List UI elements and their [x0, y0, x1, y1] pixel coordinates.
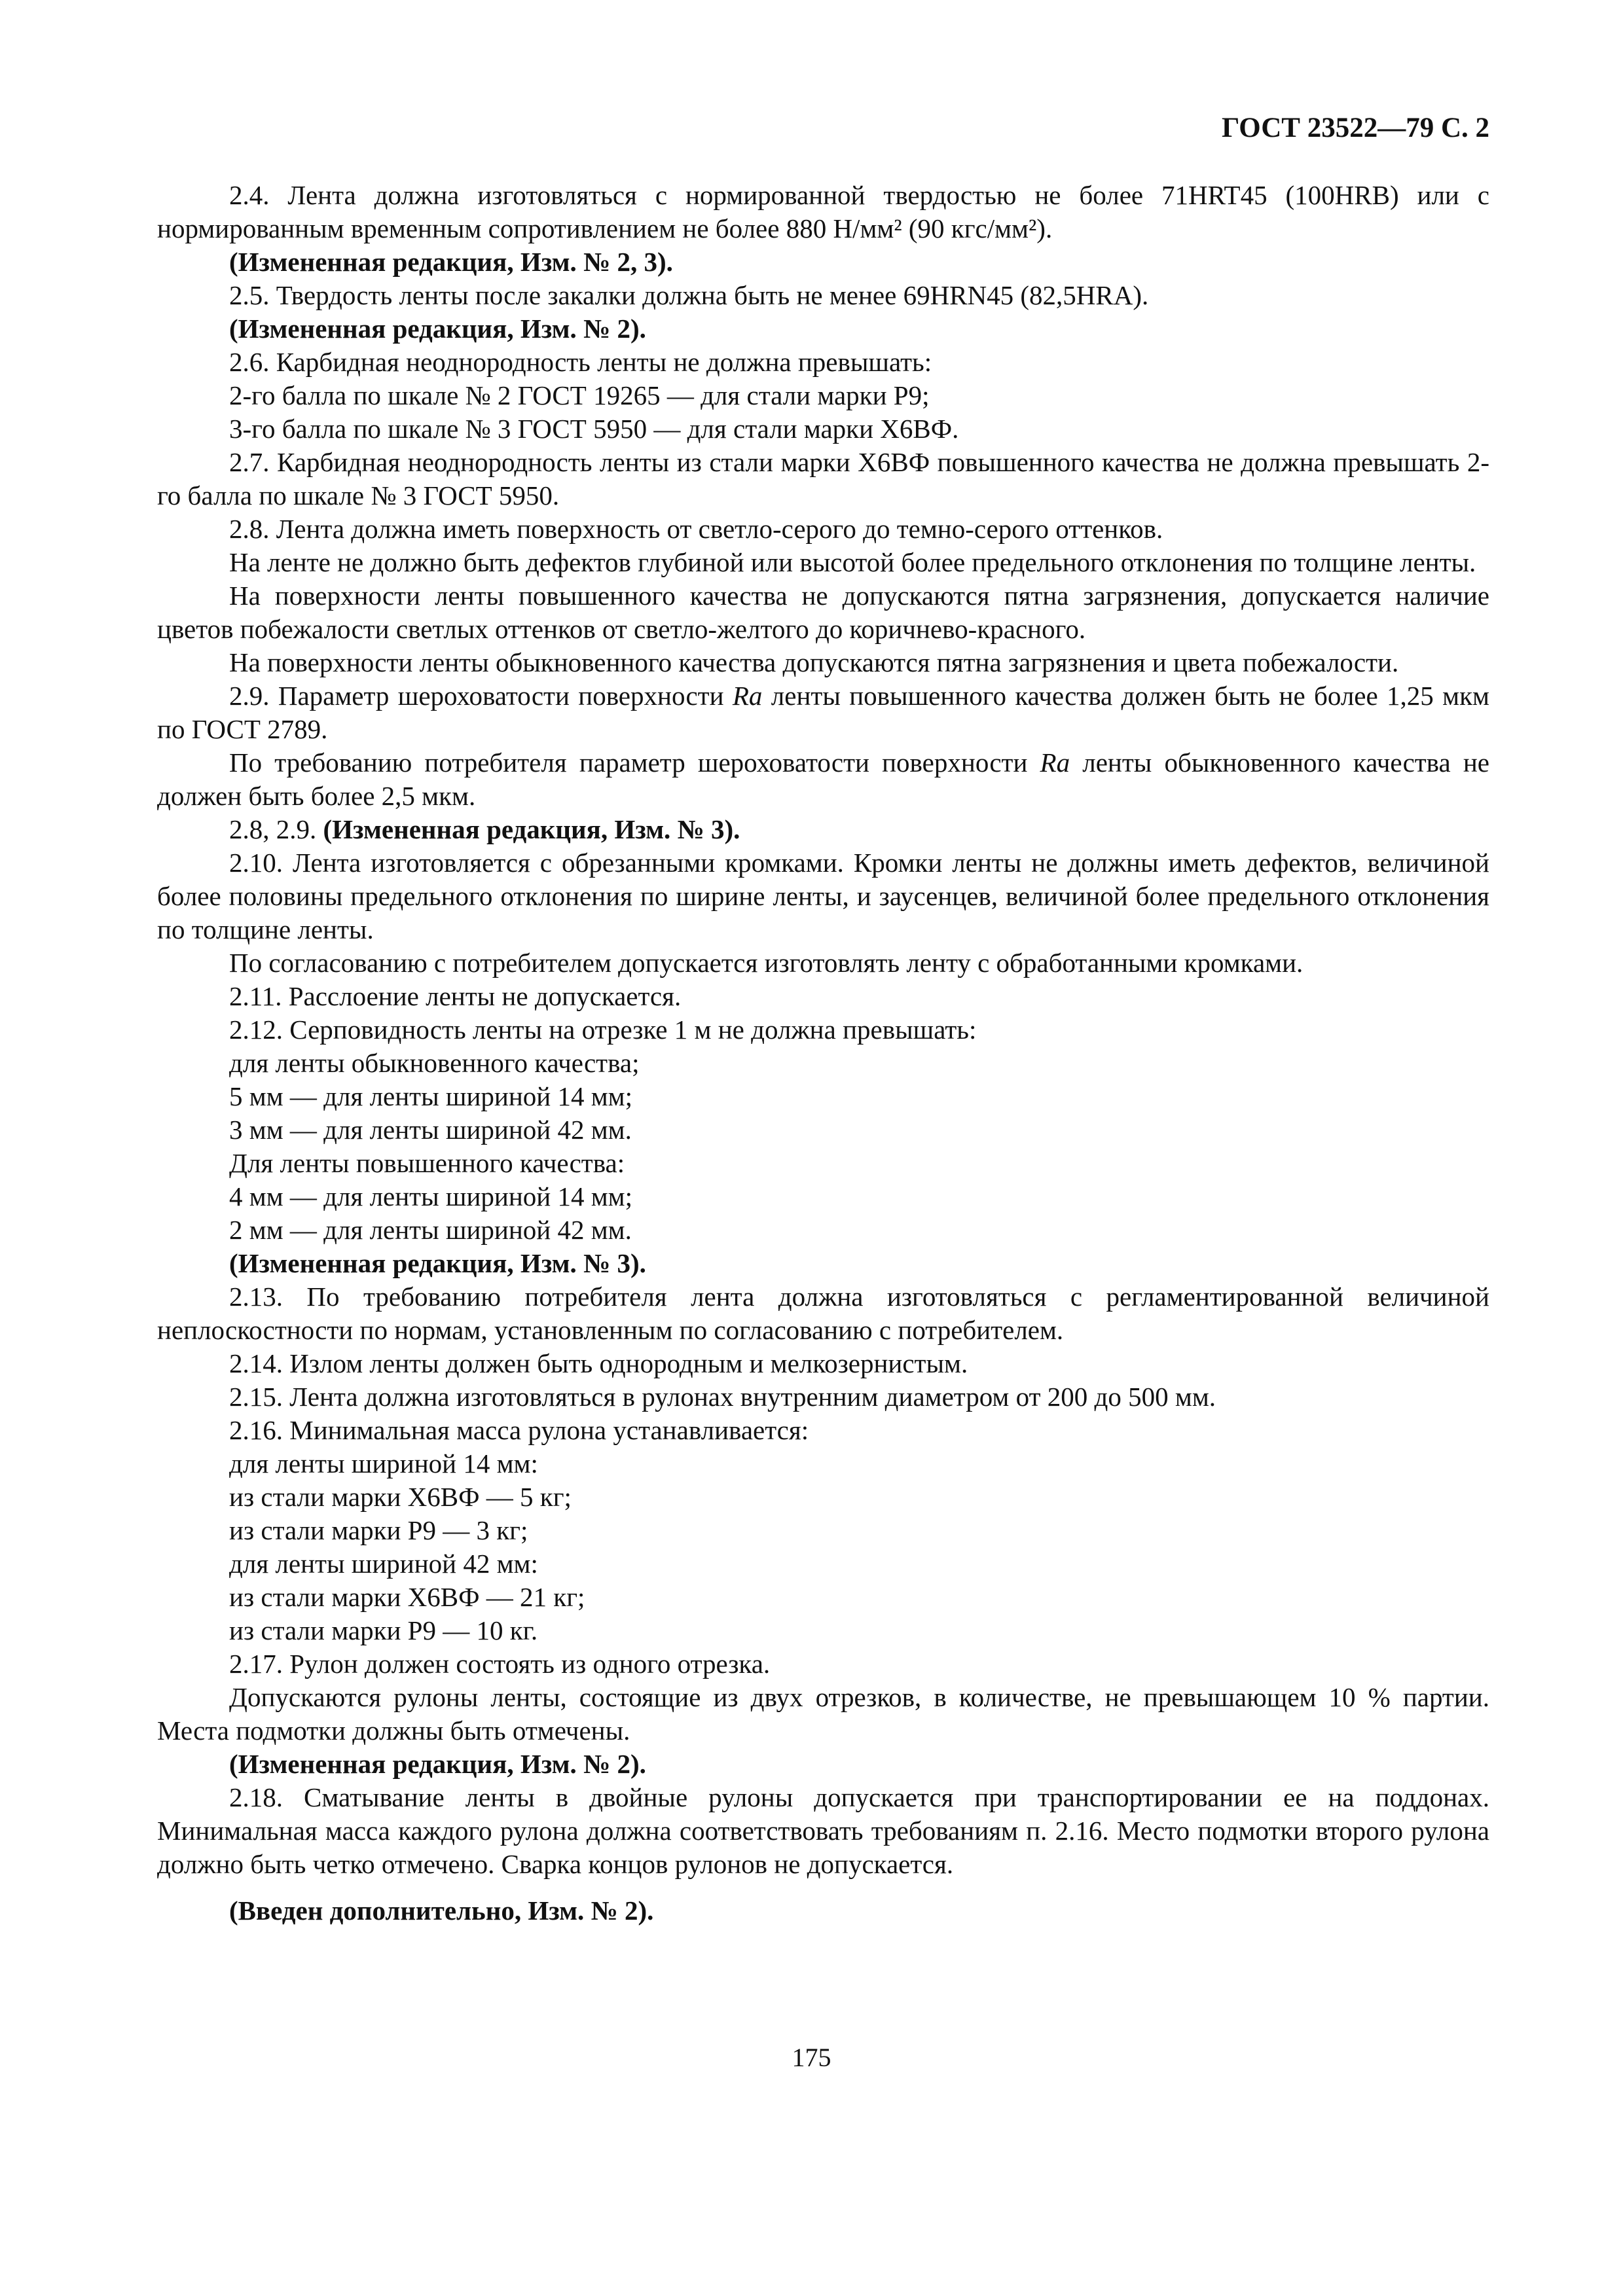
- revision-note: (Измененная редакция, Изм. № 2).: [229, 1749, 646, 1779]
- paragraph: На поверхности ленты обыкновенного качества допускаются пятна загрязнения и цвета побежалости.: [229, 647, 1399, 677]
- paragraph: [157, 746, 1489, 813]
- paragraph: 2.17. Рулон должен состоять из одного отрезка.: [229, 1649, 771, 1679]
- paragraph: 2.10. Лента изготовляется с обрезанными кромками. Кромки ленты не должны иметь дефектов, величиной более половины предельного отклонения по ширине ленты, и заусенцев, величиной более предельного отклонения по толщине ленты.: [157, 848, 1489, 944]
- list-line: 3 мм — для ленты шириной 42 мм.: [229, 1115, 632, 1145]
- list-line: 3-го балла по шкале № 3 ГОСТ 5950 — для стали марки Х6ВФ.: [229, 414, 959, 444]
- text-segment: ленты обыкновенного качества не должен быть более 2,5 мкм.: [157, 747, 1489, 811]
- list-line: Для ленты повышенного качества:: [229, 1148, 625, 1178]
- list-line: из стали марки Р9 — 10 кг.: [229, 1615, 538, 1645]
- paragraph: 2.15. Лента должна изготовляться в рулонах внутренним диаметром от 200 до 500 мм.: [229, 1382, 1216, 1412]
- document-header: ГОСТ 23522—79 С. 2: [1221, 113, 1489, 143]
- paragraph: 2.6. Карбидная неоднородность ленты не должна превышать:: [229, 347, 932, 377]
- paragraph: 2.11. Расслоение ленты не допускается.: [229, 981, 682, 1011]
- paragraph: 2.14. Излом ленты должен быть однородным и мелкозернистым.: [229, 1348, 968, 1378]
- list-line: 4 мм — для ленты шириной 14 мм;: [229, 1181, 633, 1211]
- paragraph: 2.12. Серповидность ленты на отрезке 1 м не должна превышать:: [229, 1014, 977, 1045]
- revision-note: (Измененная редакция, Изм. № 2).: [229, 314, 646, 344]
- paragraph: 2.8. Лента должна иметь поверхность от светло-серого до темно-серого оттенков.: [229, 514, 1163, 544]
- paragraph: 2.4. Лента должна изготовляться с нормированной твердостью не более 71HRT45 (100HRB) или с нормированным временным сопротивлением не более 880 Н/мм² (90 кгс/мм²).: [157, 180, 1489, 243]
- document-page: [157, 111, 1489, 1928]
- paragraph: На ленте не должно быть дефектов глубиной или высотой более предельного отклонения по толщине ленты.: [229, 547, 1476, 577]
- paragraph: 2.5. Твердость ленты после закалки должна быть не менее 69HRN45 (82,5HRA).: [229, 280, 1149, 310]
- symbol-ra: Ra: [732, 681, 763, 711]
- revision-note: (Измененная редакция, Изм. № 2, 3).: [229, 247, 673, 277]
- list-line: 2-го балла по шкале № 2 ГОСТ 19265 — для стали марки Р9;: [229, 380, 930, 410]
- text-segment: По требованию потребителя параметр шероховатости поверхности: [229, 747, 1040, 778]
- revision-note: [157, 813, 1489, 846]
- paragraph: 2.13. По требованию потребителя лента должна изготовляться с регламентированной величиной неплоскостности по нормам, установленным по согласованию с потребителем.: [157, 1282, 1489, 1345]
- paragraph: 2.18. Сматывание ленты в двойные рулоны допускается при транспортировании ее на поддонах. Минимальная масса каждого рулона должна соответствовать требованиям п. 2.16. Место подмотки второго рулона должно быть четко отмечено. Сварка концов рулонов не допускается.: [157, 1782, 1489, 1879]
- list-line: 2 мм — для ленты шириной 42 мм.: [229, 1215, 632, 1245]
- symbol-ra: Ra: [1040, 747, 1070, 778]
- list-line: из стали марки Р9 — 3 кг;: [229, 1515, 528, 1545]
- list-line: из стали марки Х6ВФ — 5 кг;: [229, 1482, 572, 1512]
- text-segment: ленты повышенного качества должен быть не более 1,25 мкм по ГОСТ 2789.: [157, 681, 1489, 744]
- list-line: из стали марки Х6ВФ — 21 кг;: [229, 1582, 585, 1612]
- revision-note: (Измененная редакция, Изм. № 3).: [229, 1248, 646, 1278]
- paragraph: На поверхности ленты повышенного качества не допускаются пятна загрязнения, допускается наличие цветов побежалости светлых оттенков от светло-желтого до коричнево-красного.: [157, 581, 1489, 644]
- document-body: [157, 179, 1489, 1928]
- paragraph: 2.16. Минимальная масса рулона устанавливается:: [229, 1415, 809, 1445]
- revision-note: (Введен дополнительно, Изм. № 2).: [229, 1895, 654, 1926]
- revision-text: (Измененная редакция, Изм. № 3).: [323, 814, 740, 844]
- text-segment: 2.9. Параметр шероховатости поверхности: [229, 681, 733, 711]
- list-line: для ленты шириной 42 мм:: [229, 1549, 538, 1579]
- list-line: для ленты шириной 14 мм:: [229, 1448, 538, 1479]
- paragraph: По согласованию с потребителем допускается изготовлять ленту с обработанными кромками.: [229, 948, 1304, 978]
- list-line: 5 мм — для ленты шириной 14 мм;: [229, 1081, 633, 1111]
- paragraph: 2.7. Карбидная неоднородность ленты из стали марки Х6ВФ повышенного качества не должна превышать 2-го балла по шкале № 3 ГОСТ 5950.: [157, 447, 1489, 511]
- page-number: 175: [792, 2043, 831, 2072]
- list-line: для ленты обыкновенного качества;: [229, 1048, 640, 1078]
- paragraph: [157, 679, 1489, 746]
- clause-ref: 2.8, 2.9.: [229, 814, 323, 844]
- paragraph: Допускаются рулоны ленты, состоящие из двух отрезков, в количестве, не превышающем 10 % партии. Места подмотки должны быть отмечены.: [157, 1682, 1489, 1746]
